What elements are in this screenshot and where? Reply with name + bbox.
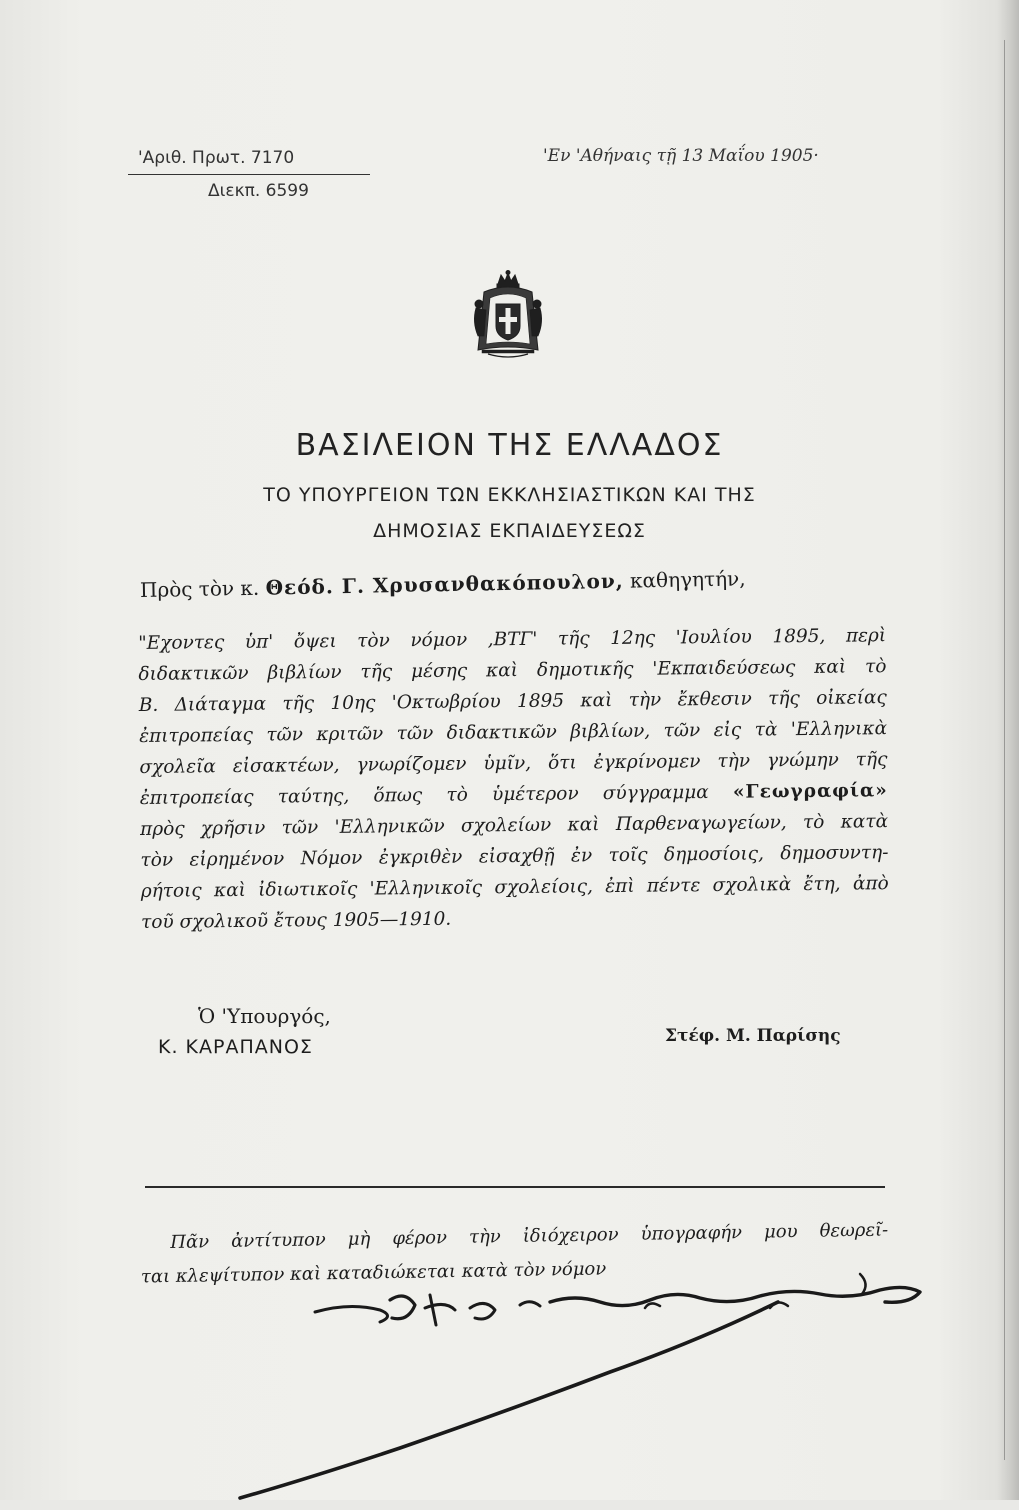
notice-line: Πᾶν ἀντίτυπον μὴ φέρον τὴν ἰδιόχειρον ὑπογραφήν μου θεωρεῖ-: [170, 1219, 889, 1253]
divider-rule: [145, 1186, 885, 1188]
book-title: «Γεωγραφία»: [732, 780, 888, 803]
handwritten-signature: [230, 1260, 930, 1510]
minister-title: Ὁ 'Υπουργός,: [198, 1004, 331, 1028]
body-line: Β. Διάταγμα τῆς 10ης 'Οκτωβρίου 1895 καὶ τὴν ἔκθεσιν τῆς οἰκείας: [138, 687, 887, 716]
ministry-title-line2: ΔΗΜΟΣΙΑΣ ΕΚΠΑΙΔΕΥΣΕΩΣ: [373, 520, 646, 542]
addressee-name: Θεόδ. Γ. Χρυσανθακόπουλον,: [265, 568, 624, 600]
body-line: σχολεῖα εἰσακτέων, γνωρίζομεν ὑμῖν, ὅτι ἐγκρίνομεν τὴν γνώμην τῆς: [139, 749, 888, 778]
binding-edge: [1004, 40, 1005, 1460]
body-line: πρὸς χρῆσιν τῶν 'Ελληνικῶν σχολείων καὶ Παρθεναγωγείων, τὸ κατὰ: [140, 811, 889, 840]
minister-name: Κ. ΚΑΡΑΠΑΝΟΣ: [158, 1036, 313, 1058]
notice-line: ται κλεψίτυπον καὶ καταδιώκεται κατὰ τὸν νόμον: [140, 1258, 607, 1288]
kingdom-title: ΒΑΣΙΛΕΙΟΝ ΤΗΣ ΕΛΛΑΔΟΣ: [295, 428, 724, 463]
addressee-role: καθηγητήν,: [629, 566, 746, 593]
secretary-name: Στέφ. Μ. Παρίσης: [665, 1026, 841, 1046]
addressee-prefix: Πρὸς τὸν κ.: [139, 575, 260, 602]
dispatch-number: Διεκπ. 6599: [208, 181, 309, 201]
body-line: διδακτικῶν βιβλίων τῆς μέσης καὶ δημοτικῆς 'Εκπαιδεύσεως καὶ τὸ: [138, 656, 887, 685]
body-line: τὸν εἰρημένον Νόμον ἐγκριθὲν εἰσαχθῇ ἐν τοῖς δημοσίοις, δημοσυντη-: [140, 842, 889, 871]
body-line: ἐπιτροπείας τῶν κριτῶν τῶν διδακτικῶν βιβλίων, τῶν εἰς τὰ 'Ελληνικὰ: [139, 718, 888, 747]
protocol-number: 'Αριθ. Πρωτ. 7170: [128, 148, 370, 175]
addressee-line: [140, 563, 900, 602]
ministry-title-line1: ΤΟ ΥΠΟΥΡΓΕΙΟΝ ΤΩΝ ΕΚΚΛΗΣΙΑΣΤΙΚΩΝ ΚΑΙ ΤΗΣ: [263, 484, 756, 506]
binding-shadow: [997, 0, 1019, 1500]
body-line-last: τοῦ σχολικοῦ ἔτους 1905—1910.: [140, 908, 452, 933]
reference-numbers: [128, 148, 370, 201]
body-line: ρήτοις καὶ ἰδιωτικοῖς 'Ελληνικοῖς σχολείοις, ἐπὶ πέντε σχολικὰ ἔτη, ἀπὸ: [140, 873, 889, 902]
letter-body: [138, 620, 889, 938]
place-date: 'Εν 'Αθήναις τῇ 13 Μαΐου 1905·: [543, 146, 819, 166]
body-line: "Εχοντες ὑπ' ὄψει τὸν νόμον ,ΒΤΓ' τῆς 12ης 'Ιουλίου 1895, περὶ: [138, 625, 887, 654]
royal-coat-of-arms-icon: [468, 270, 548, 360]
body-line-text: ἐπιτροπείας ταύτης, ὅπως τὸ ὑμέτερον σύγγραμμα: [139, 782, 709, 809]
